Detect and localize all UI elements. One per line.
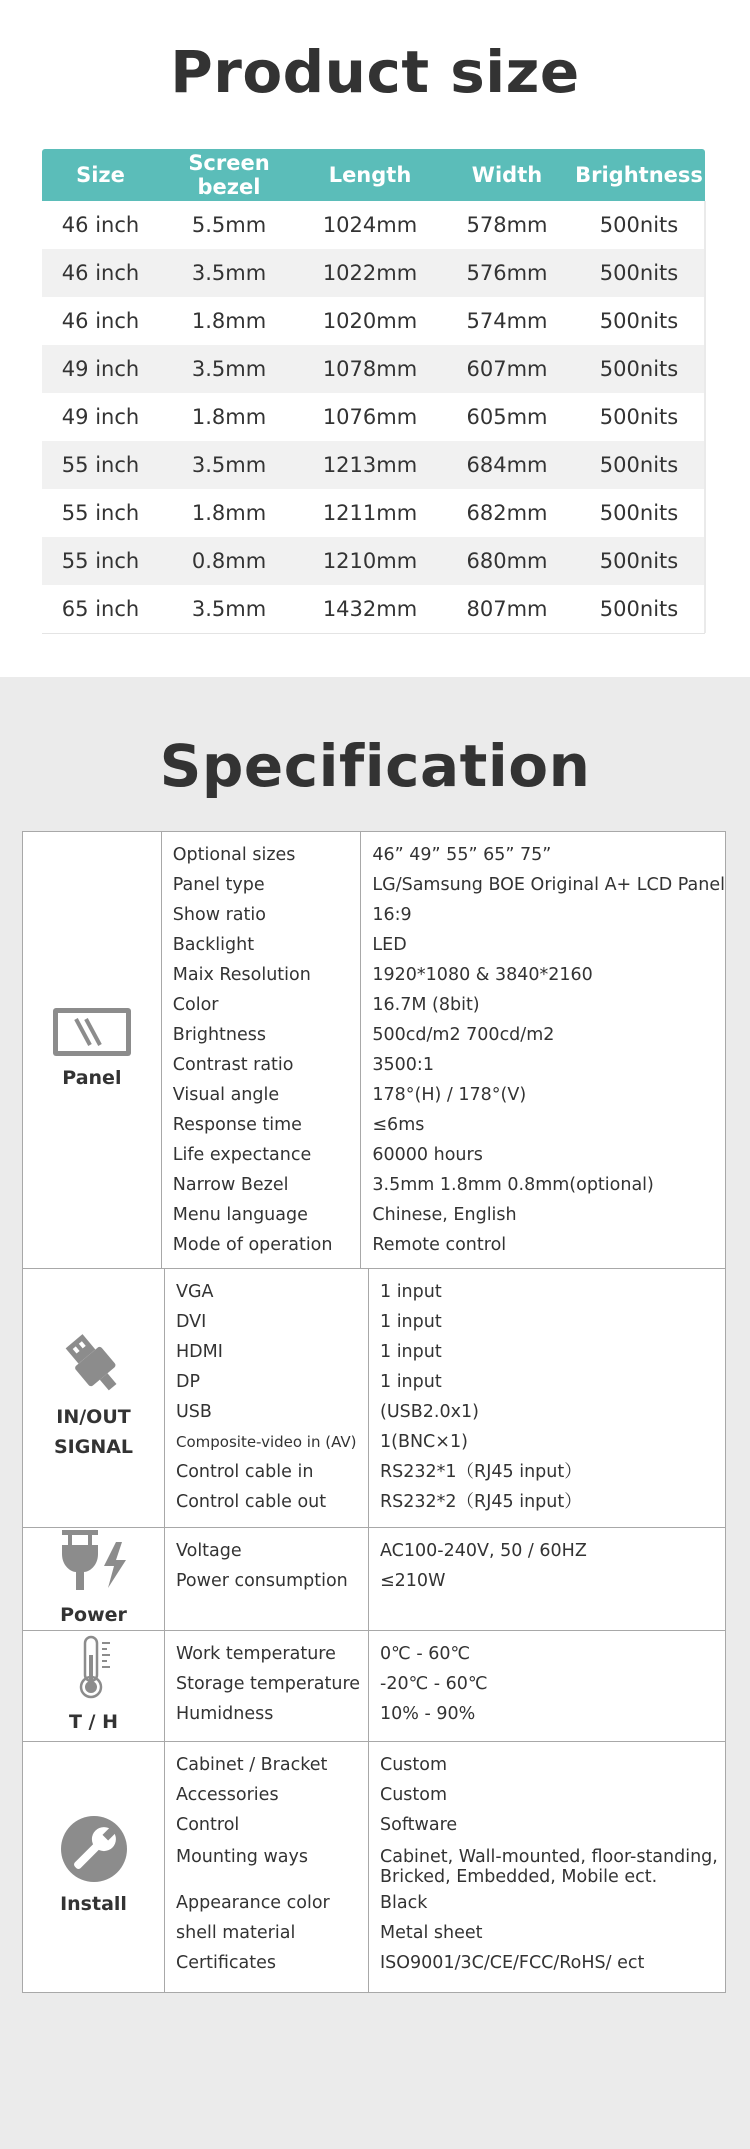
table-row (42, 489, 705, 537)
spec-value: 1920*1080 & 3840*2160 (372, 965, 593, 985)
group-label: Panel (62, 1067, 122, 1089)
table-cell: 3.5mm (191, 261, 267, 285)
spec-values-column (369, 1631, 725, 1741)
spec-value: 3500:1 (372, 1055, 434, 1075)
table-cell: 65 inch (61, 597, 140, 621)
spec-value: Custom (380, 1785, 448, 1805)
spec-name: Control (176, 1815, 240, 1835)
spec-name: Panel type (172, 875, 265, 895)
spec-values-column (369, 1528, 725, 1630)
spec-name: Brightness (172, 1025, 266, 1045)
spec-value: -20℃ - 60℃ (380, 1674, 488, 1694)
table-cell: 46 inch (61, 309, 140, 333)
table-row (42, 345, 705, 393)
spec-value: 16.7M (8bit) (372, 995, 480, 1015)
spec-name: Response time (172, 1115, 302, 1135)
spec-names-column (162, 832, 362, 1268)
spec-values-column (369, 1269, 725, 1527)
spec-name: Composite-video in (AV) (176, 1433, 357, 1451)
table-cell: 576mm (466, 261, 548, 285)
spec-name: Work temperature (176, 1644, 336, 1664)
spec-group-panel (23, 832, 725, 1268)
table-cell: 1076mm (322, 405, 418, 429)
spec-value: 0℃ - 60℃ (380, 1644, 471, 1664)
table-cell: 605mm (466, 405, 548, 429)
spec-group-install (23, 1741, 725, 1992)
table-cell: 500nits (599, 501, 679, 525)
table-cell: 500nits (599, 261, 679, 285)
spec-value: 178°(H) / 178°(V) (372, 1085, 527, 1105)
spec-name: Mounting ways (176, 1847, 308, 1867)
spec-name: Visual angle (172, 1085, 280, 1105)
spec-names-column (165, 1631, 369, 1741)
table-cell: 574mm (466, 309, 548, 333)
table-cell: 500nits (599, 549, 679, 573)
table-row (42, 297, 705, 345)
group-icon-cell (23, 1742, 165, 1992)
spec-group-signal (23, 1268, 725, 1527)
spec-name: Maix Resolution (172, 965, 311, 985)
spec-name: Storage temperature (176, 1674, 361, 1694)
table-edge (704, 201, 706, 633)
spec-value: Custom (380, 1755, 448, 1775)
spec-name: Menu language (172, 1205, 308, 1225)
table-row (42, 441, 705, 489)
spec-name: Control cable out (176, 1492, 327, 1512)
table-cell: 682mm (466, 501, 548, 525)
group-label: T / H (68, 1711, 119, 1733)
spec-name: Certificates (176, 1953, 277, 1973)
spec-names-column (165, 1742, 369, 1992)
power-plug-icon (58, 1528, 130, 1594)
table-cell: 49 inch (61, 405, 140, 429)
table-cell: 684mm (466, 453, 548, 477)
group-label: Install (60, 1893, 127, 1915)
spec-value: ≤210W (380, 1571, 446, 1591)
spec-name: Color (172, 995, 219, 1015)
spec-value: 1 input (380, 1312, 442, 1332)
spec-values-column (361, 832, 725, 1268)
spec-name: shell material (176, 1923, 296, 1943)
table-cell: 1.8mm (191, 309, 267, 333)
table-cell: 49 inch (61, 357, 140, 381)
table-cell: 55 inch (61, 453, 140, 477)
table-cell: 1432mm (322, 597, 418, 621)
spec-value: 10% - 90% (380, 1704, 476, 1724)
group-icon-cell (23, 1528, 165, 1630)
usb-plug-icon (59, 1334, 129, 1396)
table-cell: 1078mm (322, 357, 418, 381)
specification-section (0, 677, 750, 2149)
group-label (54, 1402, 133, 1462)
table-cell: 1.8mm (191, 501, 267, 525)
header-brightness: Brightness (575, 163, 703, 187)
table-cell: 500nits (599, 405, 679, 429)
product-size-title: Product size (170, 38, 580, 106)
spec-name: Power consumption (176, 1571, 348, 1591)
group-label-line1: IN/OUT (56, 1406, 131, 1428)
thermometer-icon (74, 1635, 114, 1701)
table-row (42, 585, 705, 634)
spec-group-power (23, 1527, 725, 1630)
product-size-table (42, 149, 705, 634)
spec-value: (USB2.0x1) (380, 1402, 479, 1422)
header-screen-bezel: Screen bezel (188, 151, 270, 199)
spec-name: Appearance color (176, 1893, 330, 1913)
spec-name: Life expectance (172, 1145, 312, 1165)
spec-name: Humidness (176, 1704, 274, 1724)
spec-value: Metal sheet (380, 1923, 483, 1943)
table-cell: 578mm (466, 213, 548, 237)
size-table-header (42, 149, 705, 201)
table-cell: 1210mm (322, 549, 418, 573)
table-cell: 807mm (466, 597, 548, 621)
table-cell: 3.5mm (191, 453, 267, 477)
spec-value: 1(BNC×1) (380, 1432, 468, 1452)
group-icon-cell (23, 832, 162, 1268)
table-row (42, 393, 705, 441)
table-cell: 3.5mm (191, 597, 267, 621)
table-cell: 607mm (466, 357, 548, 381)
group-icon-cell (23, 1269, 165, 1527)
spec-value: ISO9001/3C/CE/FCC/RoHS/ ect (380, 1953, 645, 1973)
spec-value: 500cd/m2 700cd/m2 (372, 1025, 555, 1045)
product-size-section (0, 0, 750, 677)
table-cell: 0.8mm (191, 549, 267, 573)
spec-value: ≤6ms (372, 1115, 425, 1135)
spec-name: Narrow Bezel (172, 1175, 289, 1195)
table-cell: 680mm (466, 549, 548, 573)
table-cell: 500nits (599, 213, 679, 237)
spec-value: LED (372, 935, 407, 955)
table-cell: 1024mm (322, 213, 418, 237)
table-cell: 46 inch (61, 213, 140, 237)
spec-name: Show ratio (172, 905, 266, 925)
spec-value: Remote control (372, 1235, 507, 1255)
spec-value: Chinese, English (372, 1205, 517, 1225)
table-row (42, 537, 705, 585)
spec-name: Accessories (176, 1785, 279, 1805)
spec-name: Voltage (176, 1541, 242, 1561)
table-cell: 1211mm (322, 501, 418, 525)
spec-value: 3.5mm 1.8mm 0.8mm(optional) (372, 1175, 654, 1195)
spec-name: HDMI (176, 1342, 223, 1362)
table-cell: 55 inch (61, 549, 140, 573)
table-cell: 500nits (599, 357, 679, 381)
table-cell: 1213mm (322, 453, 418, 477)
spec-values-column (369, 1742, 725, 1992)
wrench-icon (60, 1815, 128, 1883)
table-row (42, 201, 705, 249)
group-label-line2: SIGNAL (53, 1436, 134, 1458)
spec-names-column (165, 1528, 369, 1630)
table-cell: 55 inch (61, 501, 140, 525)
table-cell: 500nits (599, 309, 679, 333)
group-icon-cell (23, 1631, 165, 1741)
spec-value: Cabinet, Wall-mounted, floor-standing, Bricked, Embedded, Mobile ect. (380, 1847, 718, 1887)
spec-name: Optional sizes (172, 845, 296, 865)
spec-group-temperature (23, 1630, 725, 1741)
specification-table (22, 831, 726, 1993)
spec-value: LG/Samsung BOE Original A+ LCD Panel (372, 875, 725, 895)
spec-name: Cabinet / Bracket (176, 1755, 328, 1775)
table-cell: 500nits (599, 597, 679, 621)
header-width: Width (471, 163, 543, 187)
spec-name: VGA (176, 1282, 214, 1302)
spec-names-column (165, 1269, 369, 1527)
table-cell: 5.5mm (191, 213, 267, 237)
panel-icon (52, 1007, 132, 1057)
header-length: Length (328, 163, 412, 187)
spec-value: RS232*2（RJ45 input） (380, 1492, 582, 1512)
spec-value: 1 input (380, 1282, 442, 1302)
spec-value: Black (380, 1893, 428, 1913)
spec-value: 1 input (380, 1342, 442, 1362)
spec-value: 16:9 (372, 905, 412, 925)
spec-value: Software (380, 1815, 458, 1835)
group-label: Power (60, 1604, 127, 1626)
spec-name: DP (176, 1372, 201, 1392)
table-cell: 1020mm (322, 309, 418, 333)
specification-title: Specification (159, 732, 591, 800)
spec-value: 46” 49” 55” 65” 75” (372, 845, 552, 865)
spec-value: 60000 hours (372, 1145, 483, 1165)
table-row (42, 249, 705, 297)
table-cell: 3.5mm (191, 357, 267, 381)
table-cell: 1022mm (322, 261, 418, 285)
spec-name: Control cable in (176, 1462, 314, 1482)
table-cell: 500nits (599, 453, 679, 477)
spec-value: 1 input (380, 1372, 442, 1392)
spec-value: AC100-240V, 50 / 60HZ (380, 1541, 587, 1561)
spec-name: Mode of operation (172, 1235, 333, 1255)
spec-value: RS232*1（RJ45 input） (380, 1462, 582, 1482)
header-size: Size (76, 163, 125, 187)
spec-name: USB (176, 1402, 212, 1422)
spec-name: Backlight (172, 935, 255, 955)
table-cell: 1.8mm (191, 405, 267, 429)
spec-name: DVI (176, 1312, 207, 1332)
table-cell: 46 inch (61, 261, 140, 285)
spec-name: Contrast ratio (172, 1055, 294, 1075)
